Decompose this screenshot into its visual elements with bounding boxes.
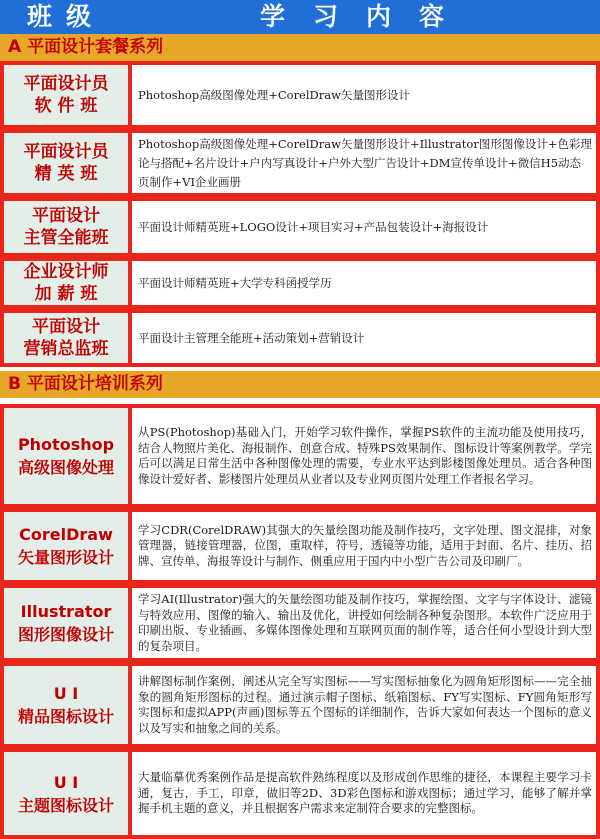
class-label xyxy=(4,65,128,125)
course-content-text: 大量临摹优秀案例作品是提高软件熟练程度以及形成创作思维的捷径，本课程主要学习卡通，复古，手工，印章，做旧等2D、3D彩色图标和游戏图标；通过学习，能够了解并掌握手机主题的意义，并且根据客户需求来定制符合要求的完整图标。 xyxy=(138,770,592,816)
course-content xyxy=(132,666,596,744)
class-label-line: 企业设计师 xyxy=(23,262,109,282)
class-label-line: 软 件 班 xyxy=(34,96,98,116)
class-label-line: 平面设计员 xyxy=(23,142,109,162)
table-row xyxy=(0,662,600,748)
class-label-line: 主题图标设计 xyxy=(17,795,114,815)
table-row xyxy=(0,404,600,508)
class-label xyxy=(4,512,128,580)
class-label xyxy=(4,133,128,193)
table-row xyxy=(0,584,600,662)
class-label-line: CorelDraw xyxy=(19,525,113,544)
class-label-line: Illustrator xyxy=(20,602,112,621)
course-content xyxy=(132,588,596,658)
class-label-line: 平面设计员 xyxy=(23,74,109,94)
table-row xyxy=(0,748,600,839)
course-content xyxy=(132,512,596,580)
table-row xyxy=(0,309,600,367)
section-a-title: A 平面设计套餐系列 xyxy=(0,34,600,61)
table-row xyxy=(0,257,600,309)
course-content xyxy=(132,752,596,835)
class-label-line: 高级图像处理 xyxy=(17,458,114,477)
course-content xyxy=(132,408,596,504)
class-label-line: U I xyxy=(53,772,79,792)
course-content: 平面设计师精英班+大学专科函授学历 xyxy=(132,261,596,305)
class-label xyxy=(4,666,128,744)
class-label-line: 精品图标设计 xyxy=(17,707,114,726)
class-label-line: 精 英 班 xyxy=(34,164,98,184)
class-label-line: 平面设计 xyxy=(32,206,100,226)
section-b-title: B 平面设计培训系列 xyxy=(0,371,600,398)
class-label xyxy=(4,588,128,658)
course-content-text: 学习CDR(CorelDRAW)其强大的矢量绘图功能及制作技巧，文字处理、图文混排，对象管理器，链接管理器，位图，重取样，符号，透镜等功能，适用于封面、名片、挂历、招牌、宣传单、海报等设计与制作、侧重应用于国内中小型广告公司及印刷厂。 xyxy=(138,522,592,568)
table-header xyxy=(0,0,600,34)
table-row xyxy=(0,197,600,257)
class-label-line: 加 薪 班 xyxy=(34,284,98,304)
table-row xyxy=(0,508,600,584)
class-label-line: 矢量图形设计 xyxy=(17,548,114,567)
course-content: Photoshop高级图像处理+CorelDraw矢量图形设计+Illustrator图形图像设计+色彩理论与搭配+名片设计+户内写真设计+户外大型广告设计+DM宣传单设计+微信H5动态页制作+VI企业画册 xyxy=(132,133,596,193)
header-content-column: 学习内容 xyxy=(259,2,472,31)
course-content-text: 从PS(Photoshop)基础入门，开始学习软件操作，掌握PS软件的主流功能及使用技巧，结合人物照片美化、海报制作、创意合成、特殊PS效果制作、图标设计等案例教学。学完后可以满足日常生活中各种图像处理的需要，专业水平达到影楼图像处理员。适合各种图像设计爱好者、影楼图片处理员从业者以及专业网页图片处理工作者报名学习。 xyxy=(138,425,592,486)
class-label-line: 图形图像设计 xyxy=(17,625,114,644)
header-class-column: 班级 xyxy=(26,2,105,31)
course-content: 平面设计主管理全能班+活动策划+营销设计 xyxy=(132,313,596,363)
class-label-line: U I xyxy=(53,684,79,703)
course-content-text: 讲解图标制作案例，阐述从完全写实图标——写实图标抽象化为圆角矩形图标——完全抽象的圆角矩形图标的过程。通过演示帽子图标、纸箱图标、FY写实图标、FY圆角矩形写实图标和虚拟APP(声画)图标等五个图标的详细制作，告诉大家如何表达一个图标的意义以及写实和抽象之间的关系。 xyxy=(138,674,592,735)
class-label-line: 营销总监班 xyxy=(23,339,109,359)
table-row xyxy=(0,61,600,129)
class-label xyxy=(4,313,128,363)
course-content: Photoshop高级图像处理+CorelDraw矢量图形设计 xyxy=(132,65,596,125)
class-label xyxy=(4,408,128,504)
course-content: 平面设计师精英班+LOGO设计+项目实习+产品包装设计+海报设计 xyxy=(132,201,596,253)
class-label-line: 主管全能班 xyxy=(23,228,109,248)
class-label xyxy=(4,201,128,253)
course-content-text: 学习AI(Illustrator)强大的矢量绘图功能及制作技巧，掌握绘图、文字与字体设计、滤镜与特效应用、图像的输入、输出及优化，讲授如何绘制各种复杂图形。本软件广泛应用于印刷出版、专业插画、多媒体图像处理和互联网页面的制作等，适合任何小型设计到大型的复杂项目。 xyxy=(138,592,592,653)
class-label-line: Photoshop xyxy=(17,435,115,454)
class-label xyxy=(4,752,128,835)
class-label-line: 平面设计 xyxy=(32,317,100,337)
class-label xyxy=(4,261,128,305)
table-row xyxy=(0,129,600,197)
